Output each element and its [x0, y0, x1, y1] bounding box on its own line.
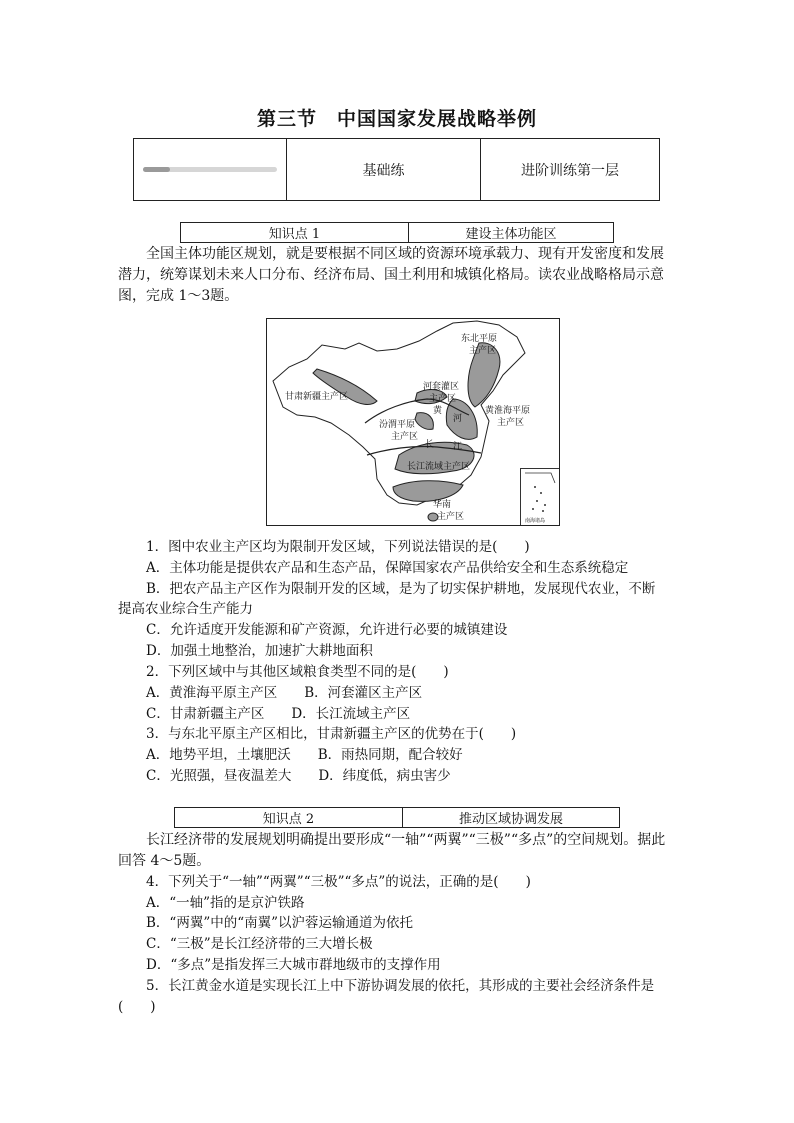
knowledge-point-1 — [180, 222, 614, 243]
label-northeast-sub: 主产区 — [469, 346, 497, 356]
kp-topic: 建设主体功能区 — [409, 223, 614, 243]
label-south-china-sub: 主产区 — [437, 512, 465, 522]
q4-stem: 4．下列关于“一轴”“两翼”“三极”“多点”的说法，正确的是( ) — [146, 874, 531, 890]
q1-stem: 1．图中农业主产区均为限制开发区域，下列说法错误的是( ) — [146, 539, 530, 555]
progress-cell — [134, 139, 287, 201]
label-chang: 长 — [425, 440, 435, 450]
q3-options-cd: C．光照强，昼夜温差大 D．纬度低，病虫害少 — [146, 768, 451, 784]
q2-stem: 2．下列区域中与其他区域粮食类型不同的是( ) — [146, 664, 449, 680]
q4-option-d: D．“多点”是指发挥三大城市群地级市的支撑作用 — [146, 957, 441, 973]
q3-stem: 3．与东北平原主产区相比，甘肃新疆主产区的优势在于( ) — [146, 726, 517, 742]
level-advanced: 进阶训练第一层 — [481, 139, 660, 201]
kp-label: 知识点 1 — [181, 223, 409, 243]
header-table — [133, 138, 660, 201]
section-number: 第三节 — [256, 108, 317, 130]
china-map-graphic — [267, 319, 559, 525]
south-china-region — [393, 481, 463, 502]
q5-stem-cont: ( ) — [118, 999, 156, 1015]
q5-stem: 5．长江黄金水道是实现长江上中下游协调发展的依托，其形成的主要社会经济条件是 — [146, 978, 655, 994]
progress-bar — [143, 167, 277, 172]
kp2-intro: 长江经济带的发展规划明确提出要形成“一轴”“两翼”“三极”“多点”的空间规划。据此回答 4～5题。 — [118, 832, 666, 869]
page-title — [0, 104, 794, 131]
label-fenwei-sub: 主产区 — [391, 432, 419, 442]
q4-option-b: B．“两翼”中的“南翼”以沪蓉运输通道为依托 — [146, 915, 414, 931]
label-fenwei: 汾渭平原 — [379, 420, 416, 430]
q1-option-b: B．把农产品主产区作为限制开发的区域，是为了切实保护耕地，发展现代农业，不断 — [146, 581, 656, 597]
kp-label: 知识点 2 — [175, 808, 403, 828]
south-china-sea-inset — [520, 468, 559, 525]
knowledge-point-2 — [174, 807, 620, 828]
q2-options-cd: C．甘肃新疆主产区 D．长江流域主产区 — [146, 706, 411, 722]
label-huanghuaihai: 黄淮海平原 — [485, 406, 531, 416]
label-huanghuaihai-sub: 主产区 — [497, 418, 525, 428]
level-basic: 基础练 — [287, 139, 481, 201]
section-title: 中国国家发展战略举例 — [337, 108, 538, 130]
label-south-china: 华南 — [433, 500, 452, 510]
kp1-intro: 全国主体功能区规划，就是要根据不同区域的资源环境承载力、现有开发密度和发展潜力，统筹谋划未来人口分布、经济布局、国土利用和城镇化格局。读农业战略格局示意图，完成 1～3题。 — [118, 246, 664, 304]
agriculture-map — [266, 318, 560, 526]
q4-option-a: A．“一轴”指的是京沪铁路 — [146, 895, 305, 911]
label-jiang: 江 — [453, 442, 463, 452]
label-gansu-xinjiang: 甘肃新疆主产区 — [285, 392, 349, 402]
q1-option-b-cont: 提高农业综合生产能力 — [118, 601, 253, 617]
label-huang: 黄 — [433, 406, 443, 416]
q1-option-d: D．加强土地整治，加速扩大耕地面积 — [146, 643, 373, 659]
q1-option-c: C．允许适度开发能源和矿产资源，允许进行必要的城镇建设 — [146, 622, 508, 638]
q1-option-a: A．主体功能是提供农产品和生态产品，保障国家农产品供给安全和生态系统稳定 — [146, 560, 629, 576]
q2-options-ab: A．黄淮海平原主产区 B．河套灌区主产区 — [146, 685, 423, 701]
label-yangtze: 长江流域主产区 — [407, 462, 471, 472]
q4-option-c: C．“三极”是长江经济带的三大增长极 — [146, 936, 373, 952]
inset-graphic — [521, 469, 559, 525]
q3-options-ab: A．地势平坦，土壤肥沃 B．雨热同期，配合较好 — [146, 747, 463, 763]
label-he: 河 — [453, 414, 463, 424]
label-northeast: 东北平原 — [461, 334, 498, 344]
inset-caption: 南海诸岛 — [525, 518, 546, 524]
label-hetao: 河套灌区 — [423, 382, 460, 392]
kp-topic: 推动区域协调发展 — [403, 808, 620, 828]
progress-fill — [143, 167, 170, 172]
label-hetao-sub: 主产区 — [429, 394, 457, 404]
